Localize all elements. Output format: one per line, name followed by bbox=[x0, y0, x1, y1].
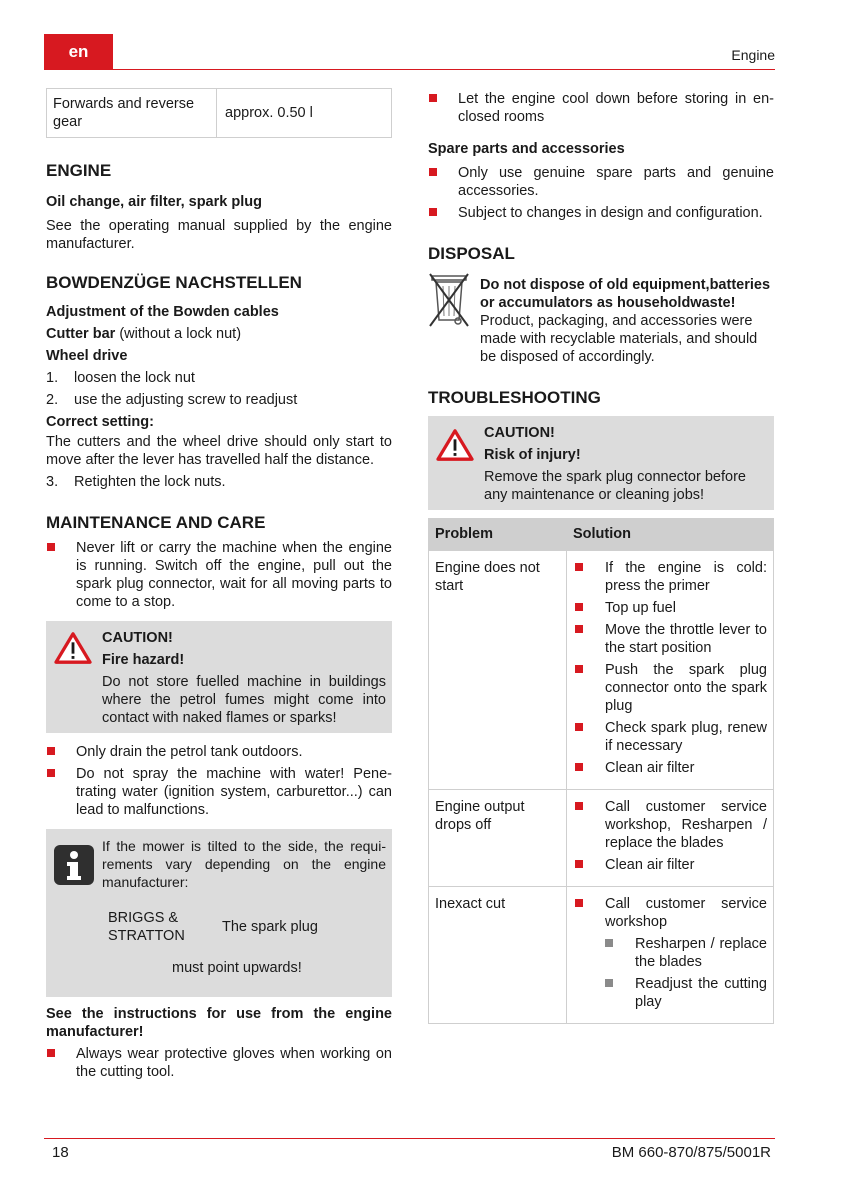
problem-cell: Engine output drops off bbox=[429, 790, 567, 886]
warning-triangle-icon bbox=[436, 428, 474, 462]
correct-setting-text: The cutters and the wheel drive should only start to move after the lever has travelled half the distance. bbox=[46, 434, 392, 468]
troubleshooting-table bbox=[428, 518, 774, 1024]
caution-title: CAUTION! bbox=[102, 630, 173, 646]
cool-down-bullet: Let the engine cool down before storing in enclosed rooms bbox=[428, 90, 774, 126]
warning-triangle-icon bbox=[54, 631, 92, 665]
disposal-text: Product, packaging, and accessories were made with recyclable materials, and should be disposed of accordingly. bbox=[480, 313, 758, 365]
table-header bbox=[429, 519, 773, 550]
cutter-bar-line bbox=[46, 325, 392, 343]
info-brand-row bbox=[108, 909, 386, 945]
fire-caution-box bbox=[46, 621, 392, 733]
step-2: 2. use the adjusting screw to readjust bbox=[46, 392, 298, 408]
info-box bbox=[46, 829, 392, 997]
cutter-bar-label: Cutter bar bbox=[46, 326, 116, 342]
maintenance-heading: MAINTENANCE AND CARE bbox=[46, 513, 266, 532]
info-icon bbox=[54, 845, 94, 885]
caution-title: CAUTION! bbox=[484, 425, 555, 441]
problem-cell: Inexact cut bbox=[429, 887, 567, 1023]
table-row bbox=[429, 550, 773, 789]
right-column bbox=[428, 88, 774, 1024]
cutter-bar-note: (without a lock nut) bbox=[115, 326, 242, 342]
solution-item: Clean air filter bbox=[573, 759, 767, 777]
solution-item: Call customer service workshop, Resharpen / replace the blades bbox=[573, 798, 767, 852]
spare-parts-heading: Spare parts and accessories bbox=[428, 141, 625, 157]
column-header-solution: Solution bbox=[573, 526, 631, 542]
solution-item: If the engine is cold: press the primer bbox=[573, 559, 767, 595]
maintenance-bullet: Never lift or carry the machine when the engine is running. Switch off the engine, pull out the spark plug connector, wait for all moving parts to come to a stop. bbox=[46, 539, 392, 611]
see-instructions: See the instructions for use from the engine manufacturer! bbox=[46, 1006, 392, 1040]
solution-item: Call customer service workshop bbox=[573, 895, 767, 931]
disposal-warning: Do not dispose of old equipment,batteries or accumulators as householdwaste! bbox=[480, 277, 771, 311]
footer-rule bbox=[44, 1138, 775, 1139]
oil-text: See the operating manual supplied by the engine manufacturer. bbox=[46, 218, 392, 252]
bowden-subheading: Adjustment of the Bowden cables bbox=[46, 304, 279, 320]
solution-item: Clean air filter bbox=[573, 856, 767, 874]
injury-caution-box bbox=[428, 416, 774, 510]
solution-cell bbox=[567, 551, 773, 789]
header-rule bbox=[44, 69, 775, 70]
step-1: 1. loosen the lock nut bbox=[46, 370, 195, 386]
maintenance-bullet: Do not spray the machine with water! Penetrating water (ignition system, carburettor...) can lead to malfunctions. bbox=[46, 765, 392, 819]
caution-text: Do not store fuelled machine in buildings where the petrol fumes might come into contact with naked flames or sparks! bbox=[102, 674, 386, 726]
spare-parts-bullet: Subject to changes in design and configuration. bbox=[428, 204, 774, 222]
info-brand: BRIGGS & STRATTON bbox=[108, 910, 185, 944]
solution-subitem: Readjust the cutting play bbox=[603, 975, 767, 1011]
spare-parts-bullet: Only use genuine spare parts and genuine accessories. bbox=[428, 164, 774, 200]
left-column bbox=[46, 88, 392, 1081]
caution-subtitle: Fire hazard! bbox=[102, 652, 185, 668]
info-spark-plug: The spark plug bbox=[222, 919, 318, 935]
bowden-heading: BOWDENZÜGE NACHSTELLEN bbox=[46, 273, 302, 292]
model-number: BM 660-870/875/5001R bbox=[611, 1144, 771, 1161]
maintenance-bullet: Only drain the petrol tank outdoors. bbox=[46, 743, 392, 761]
disposal-heading: DISPOSAL bbox=[428, 244, 515, 263]
engine-heading: ENGINE bbox=[46, 161, 112, 180]
table-row bbox=[429, 789, 773, 886]
solution-subitem: Resharpen / replace the blades bbox=[603, 935, 767, 971]
page-number: 18 bbox=[52, 1144, 69, 1161]
problem-cell: Engine does not start bbox=[429, 551, 567, 789]
column-header-problem: Problem bbox=[429, 519, 567, 550]
oil-heading: Oil change, air filter, spark plug bbox=[46, 194, 262, 210]
disposal-block bbox=[428, 276, 774, 366]
correct-setting-heading: Correct setting: bbox=[46, 414, 154, 430]
solution-item: Push the spark plug connector onto the spark plug bbox=[573, 661, 767, 715]
caution-text: Remove the spark plug connector before any maintenance or cleaning jobs! bbox=[484, 469, 746, 503]
step-3: 3. Retighten the lock nuts. bbox=[46, 474, 226, 490]
spec-table-row bbox=[46, 88, 392, 138]
language-tab: en bbox=[44, 34, 113, 70]
spec-value: approx. 0.50 l bbox=[225, 105, 313, 121]
caution-subtitle: Risk of injury! bbox=[484, 447, 581, 463]
wheel-drive-heading: Wheel drive bbox=[46, 348, 128, 364]
solution-cell bbox=[567, 887, 773, 1023]
info-point: must point upwards! bbox=[172, 960, 302, 976]
table-row bbox=[429, 886, 773, 1023]
spec-label: Forwards and reverse gear bbox=[47, 89, 217, 137]
solution-item: Check spark plug, renew if necessary bbox=[573, 719, 767, 755]
solution-item: Move the throttle lever to the start position bbox=[573, 621, 767, 657]
gloves-bullet: Always wear protective gloves when working on the cutting tool. bbox=[46, 1045, 392, 1081]
troubleshooting-heading: TROUBLESHOOTING bbox=[428, 388, 601, 407]
solution-cell bbox=[567, 790, 773, 886]
section-title: Engine bbox=[731, 47, 775, 63]
crossed-bin-icon bbox=[428, 272, 470, 330]
solution-item: Top up fuel bbox=[573, 599, 767, 617]
info-text: If the mower is tilted to the side, the requirements vary depending on the engine manufacturer: bbox=[102, 838, 386, 890]
